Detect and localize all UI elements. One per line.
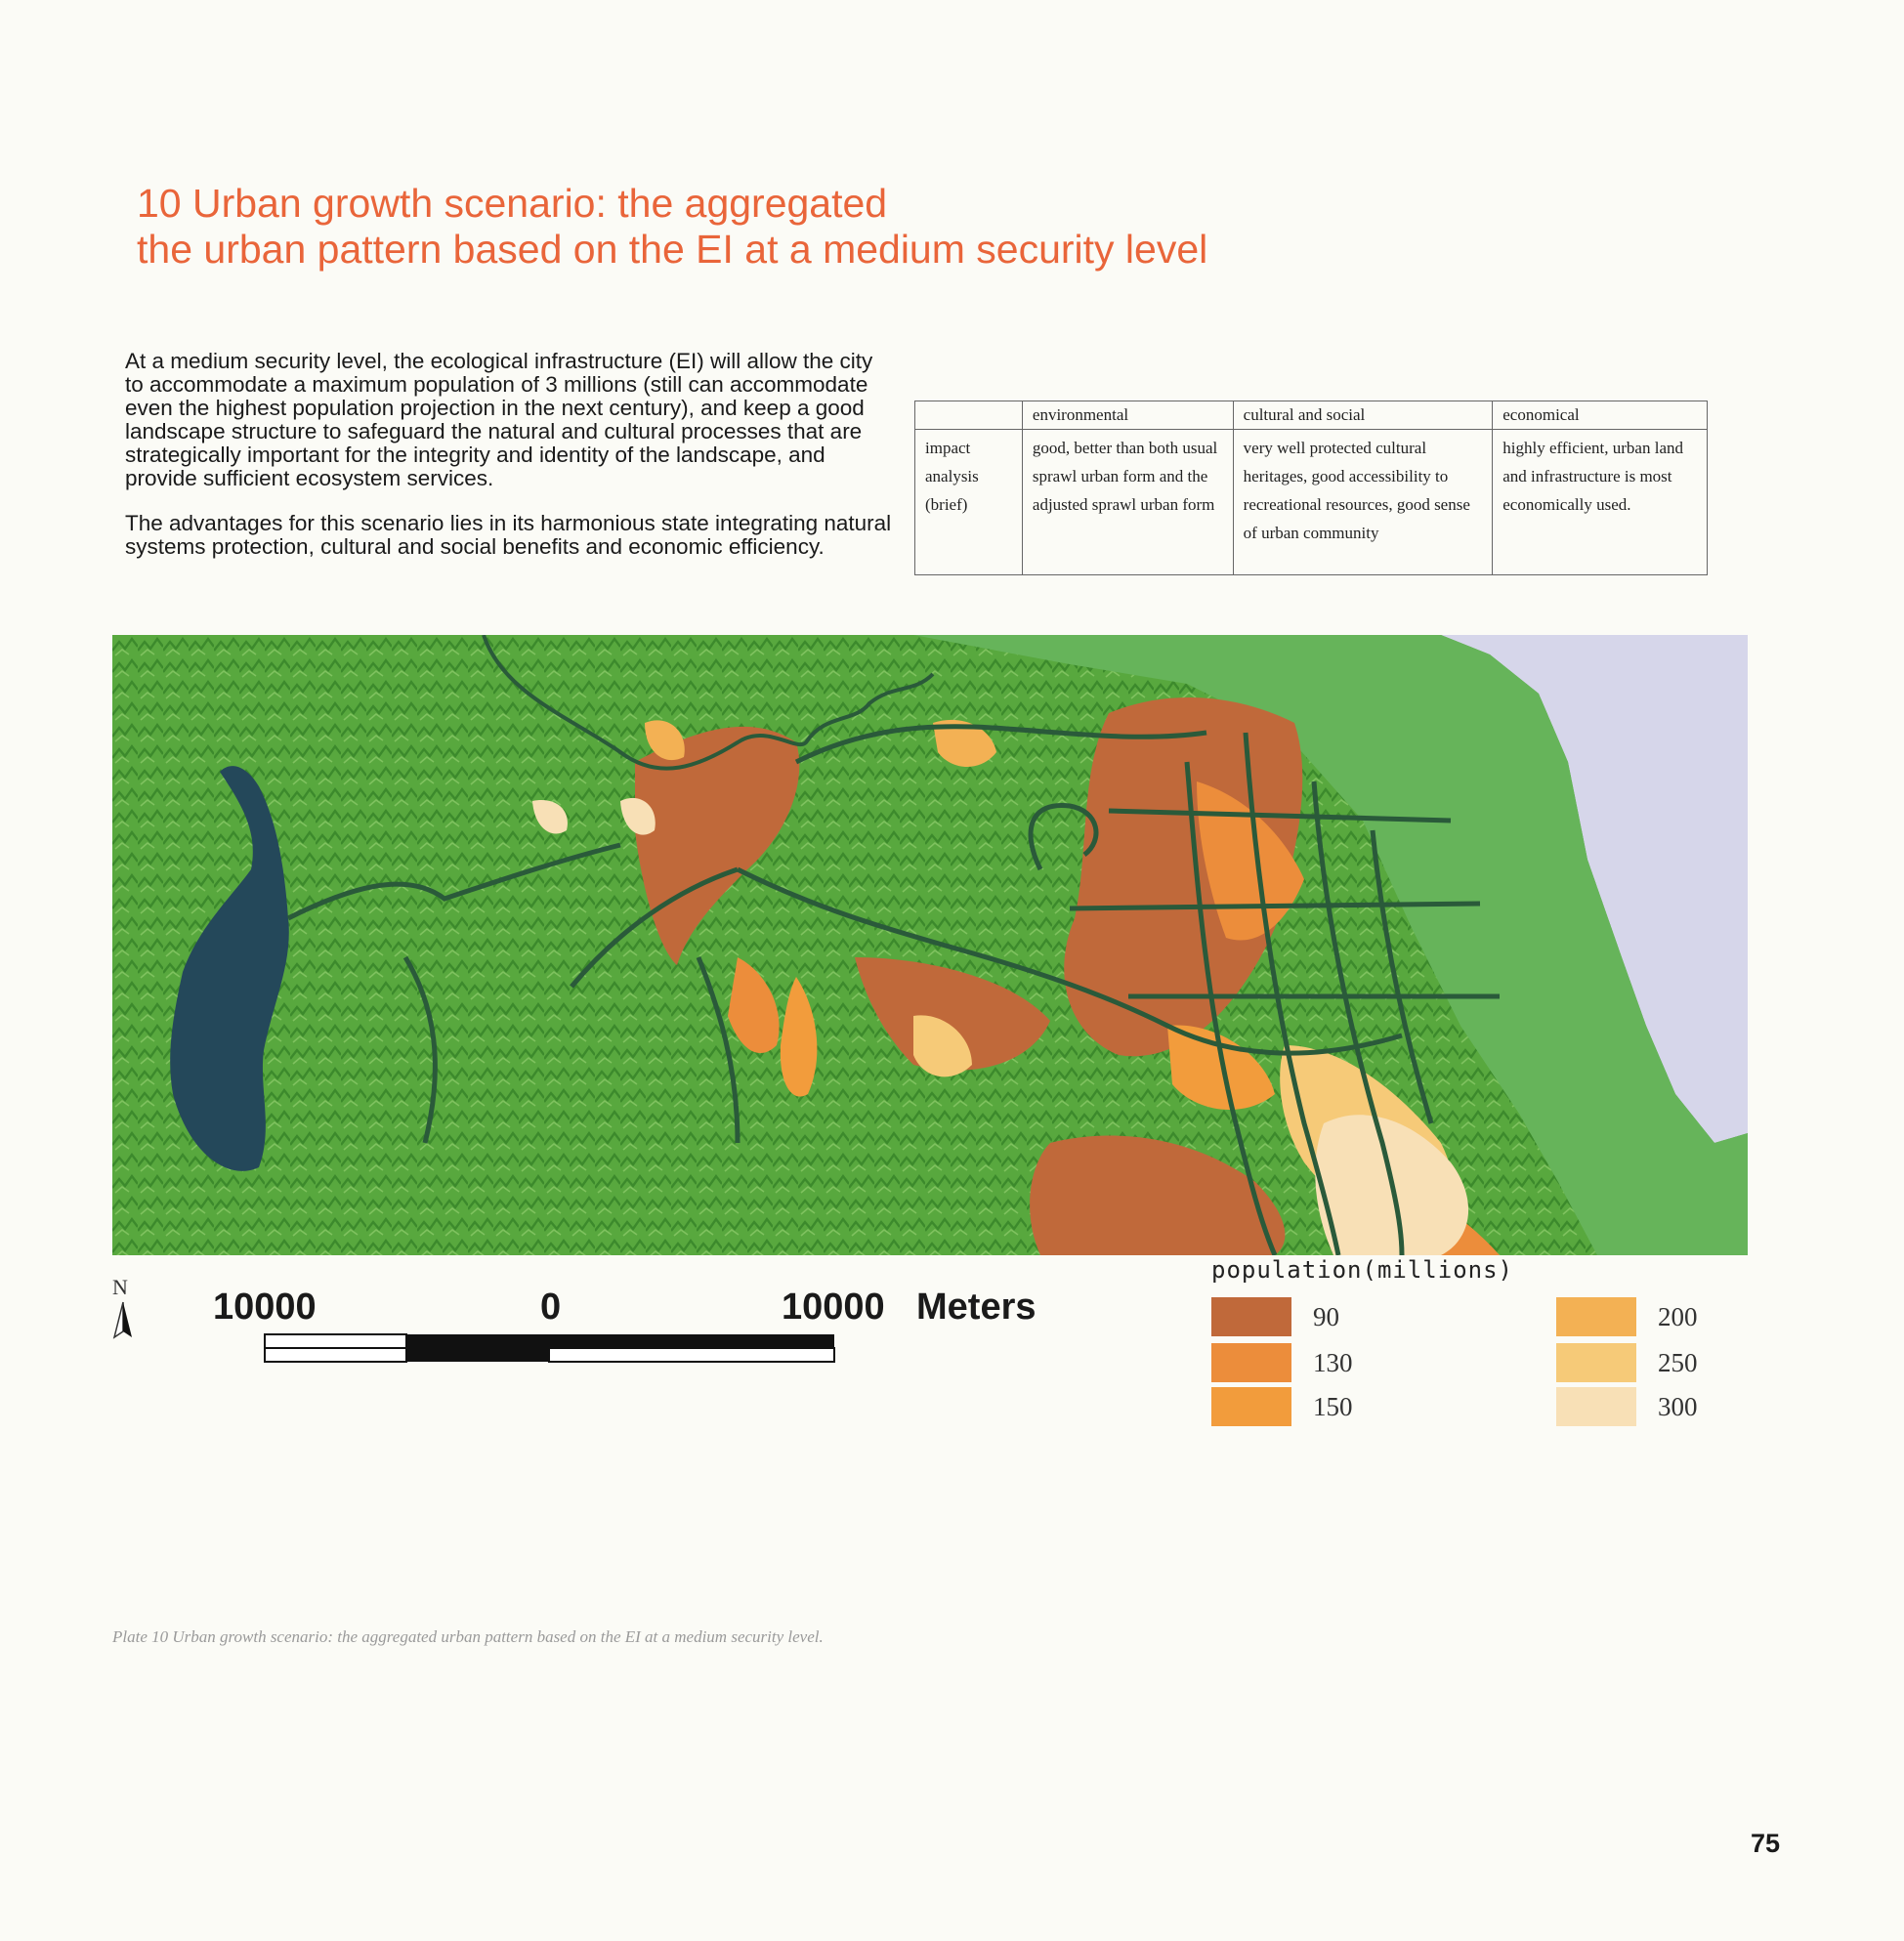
legend-swatch <box>1211 1297 1291 1336</box>
north-arrow <box>112 1275 134 1344</box>
table-row <box>915 430 1708 575</box>
legend-item <box>1556 1343 1698 1382</box>
north-arrow-icon <box>112 1300 134 1339</box>
scale-right-label: 10000 <box>782 1287 885 1328</box>
figure-caption: Plate 10 Urban growth scenario: the aggregated urban pattern based on the EI at a medium security level. <box>112 1627 824 1646</box>
scale-segment <box>265 1334 406 1348</box>
scale-mid-label: 0 <box>540 1287 562 1328</box>
scale-segment <box>549 1334 834 1348</box>
legend-swatch <box>1211 1343 1291 1382</box>
legend-label: 300 <box>1658 1391 1698 1421</box>
north-label: N <box>112 1275 128 1299</box>
scale-bar <box>264 1333 836 1365</box>
legend-label: 150 <box>1313 1391 1353 1421</box>
urban-growth-map <box>112 635 1748 1255</box>
title-line-1: 10 Urban growth scenario: the aggregated <box>137 181 888 226</box>
scale-segment <box>406 1334 549 1348</box>
table-row-label: impact analysis (brief) <box>915 430 1023 575</box>
impact-analysis-table <box>914 401 1708 575</box>
intro-text <box>125 350 897 580</box>
page-title <box>137 181 1207 273</box>
legend-item <box>1556 1297 1698 1336</box>
legend-label: 130 <box>1313 1347 1353 1377</box>
legend-label: 90 <box>1313 1301 1339 1331</box>
scale-segment <box>406 1348 549 1362</box>
legend-swatch <box>1556 1343 1636 1382</box>
table-header-cell: cultural and social <box>1233 401 1493 430</box>
intro-paragraph-2: The advantages for this scenario lies in its harmonious state integrating natural systems protection, cultural and social benefits and economic efficiency. <box>125 511 892 559</box>
table-cell: good, better than both usual sprawl urban form and the adjusted sprawl urban form <box>1022 430 1233 575</box>
table-cell: very well protected cultural heritages, good accessibility to recreational resources, good sense of urban community <box>1233 430 1493 575</box>
legend-item <box>1211 1387 1353 1426</box>
legend-label: 250 <box>1658 1347 1698 1377</box>
scale-segment <box>265 1348 406 1362</box>
table-cell: highly efficient, urban land and infrastructure is most economically used. <box>1493 430 1708 575</box>
map-canvas <box>112 635 1748 1255</box>
scale-left-label: 10000 <box>213 1287 317 1328</box>
table-header-cell <box>915 401 1023 430</box>
scale-segment <box>549 1348 834 1362</box>
table-header-cell: environmental <box>1022 401 1233 430</box>
legend-item <box>1211 1343 1353 1382</box>
legend-label: 200 <box>1658 1301 1698 1331</box>
legend-item <box>1556 1387 1698 1426</box>
title-line-2: the urban pattern based on the EI at a medium security level <box>137 227 1208 272</box>
legend-item <box>1211 1297 1339 1336</box>
legend-swatch <box>1556 1387 1636 1426</box>
page-number: 75 <box>1751 1829 1781 1858</box>
table-header-cell: economical <box>1493 401 1708 430</box>
legend-swatch <box>1556 1297 1636 1336</box>
scale-unit-label: Meters <box>916 1287 1037 1328</box>
legend-swatch <box>1211 1387 1291 1426</box>
intro-paragraph-1: At a medium security level, the ecological infrastructure (EI) will allow the city to accommodate a maximum population of 3 millions (still can accommodate even the highest population projection in the next century), and keep a good landscape structure to safeguard the natural and cultural processes that are strategically important for the integrity and identity of the landscape, and provide sufficient ecosystem services. <box>125 349 873 490</box>
table-header-row <box>915 401 1708 430</box>
legend-title: population(millions) <box>1211 1256 1513 1284</box>
